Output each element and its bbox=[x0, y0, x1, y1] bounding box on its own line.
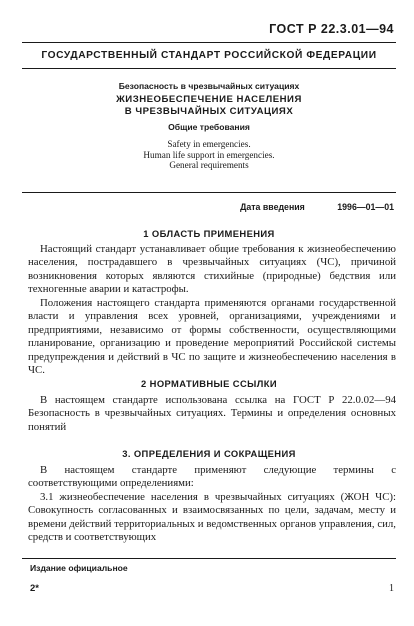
introduction-date bbox=[240, 202, 394, 212]
page-number: 1 bbox=[389, 583, 394, 594]
series-title: Безопасность в чрезвычайных ситуациях bbox=[118, 81, 300, 91]
title-rule bbox=[22, 68, 396, 69]
standard-title: ГОСУДАРСТВЕННЫЙ СТАНДАРТ РОССИЙСКОЙ ФЕДЕРАЦИИ bbox=[41, 50, 377, 61]
english-title-line1: Safety in emergencies. bbox=[167, 139, 251, 149]
official-edition-label: Издание официальное bbox=[30, 563, 128, 573]
section-3-heading: 3. ОПРЕДЕЛЕНИЯ И СОКРАЩЕНИЯ bbox=[122, 448, 296, 459]
header-rule bbox=[22, 192, 396, 193]
section-3-paragraph-1: В настоящем стандарте применяют следующие термины с соответствующими определениями: bbox=[28, 464, 396, 490]
title-block bbox=[22, 80, 396, 171]
signature-mark: 2* bbox=[30, 583, 39, 594]
gost-number: ГОСТ Р 22.3.01—94 bbox=[269, 22, 394, 36]
section-2-heading: 2 НОРМАТИВНЫЕ ССЫЛКИ bbox=[141, 378, 277, 389]
section-1-heading: 1 ОБЛАСТЬ ПРИМЕНЕНИЯ bbox=[143, 228, 275, 239]
main-title-line1: ЖИЗНЕОБЕСПЕЧЕНИЕ НАСЕЛЕНИЯ bbox=[116, 94, 302, 105]
section-1-paragraph-2: Положения настоящего стандарта применяются органами государственной власти и управления всех уровней, организациями, учреждениями и предприятиями, независимо от формы собственности, осуществляющими планирование, организацию и проведение мероприятий Российской системы предупреждения и действий в ЧС по защите и жизнеобеспечению населения в ЧС. bbox=[28, 297, 396, 377]
english-title-line3: General requirements bbox=[169, 160, 249, 170]
intro-date-label: Дата введения bbox=[240, 202, 305, 212]
section-2-paragraph-1: В настоящем стандарте использована ссылка на ГОСТ Р 22.0.02—94 Безопасность в чрезвычайных ситуациях. Термины и определения основных понятий bbox=[28, 394, 396, 433]
english-title bbox=[22, 139, 396, 171]
top-rule bbox=[22, 42, 396, 43]
section-1-paragraph-1: Настоящий стандарт устанавливает общие требования к жизнеобеспечению населения, пострадавшего в чрезвычайных ситуациях (ЧС), причиной возникновения которых являются стихийные (природные) бедствия или техногенные аварии и катастрофы. bbox=[28, 243, 396, 296]
english-title-line2: Human life support in emergencies. bbox=[143, 149, 275, 160]
section-3-paragraph-2: 3.1 жизнеобеспечение населения в чрезвычайных ситуациях (ЖОН ЧС): Совокупность согласованных и взаимосвязанных по цели, задачам, месту и времени действий территориальных и ведомственных органов управления, сил, средств и соответствующих bbox=[28, 491, 396, 544]
main-title-line2: В ЧРЕЗВЫЧАЙНЫХ СИТУАЦИЯХ bbox=[124, 106, 294, 117]
main-title bbox=[22, 94, 396, 118]
intro-date-value: 1996—01—01 bbox=[337, 202, 394, 212]
subtitle: Общие требования bbox=[168, 122, 250, 132]
footer-rule bbox=[22, 558, 396, 559]
